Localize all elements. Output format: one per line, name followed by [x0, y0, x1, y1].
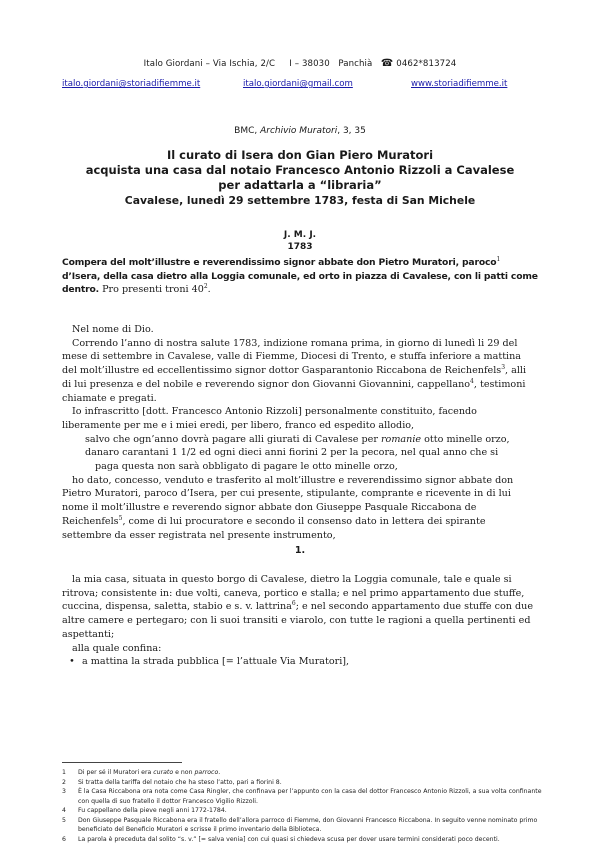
year-line: 1783 — [287, 242, 313, 252]
condition-line-3: paga questa non sarà obbligato di pagare le otto minelle orzo, — [95, 461, 398, 473]
footnote-ref-2[interactable]: 2 — [203, 283, 208, 291]
dating-text-3: , testimoni chiamate e pregati. — [62, 378, 526, 404]
source-prefix: BMC, — [234, 126, 261, 136]
transfer-text-1: ho dato, concesso, venduto e trasferito al molt’illustre e reverendissimo signor abbate don Pietro Muratori, paroco d’Isera, per cui presente, stipulante, comprante e ricevente in di lui nome il molt’illustre e reverendo signor abbate don Giuseppe Pasquale Riccabona de Reichenfels — [62, 474, 514, 527]
footnote-1 — [62, 768, 542, 778]
title-line-2: acquista una casa dal notaio Francesco Antonio Rizzoli a Cavalese — [85, 163, 515, 177]
footnote-ref-6[interactable]: 6 — [291, 600, 296, 608]
notary-paragraph: Io infrascritto [dott. Francesco Antonio Rizzoli] personalmente constituito, facendo liberamente per me e i miei eredi, per libero, franco ed espedito allodio, — [62, 406, 477, 431]
footnote-2 — [62, 778, 542, 788]
compera-text-2: d’Isera, della casa dietro alla Loggia comunale, ed orto in piazza di Cavalese, con li patti come dentro. — [62, 270, 538, 296]
boundary-item-1 — [62, 655, 538, 669]
house-text-1: la mia casa, situata in questo borgo di Cavalese, dietro la Loggia comunale, tale e quale si ritrova; consistente in: due volti, caneva, portico e stalla; e nel primo appartamento due stuffe, cuccina, dispensa, saletta, stabio e s. v. lattrina — [62, 574, 525, 613]
footnote-text: Don Giuseppe Pasquale Riccabona era il fratello dell’allora parroco di Fiemme, don Giovanni Francesco Riccabona. In seguito venne nominato primo beneficiato del Beneficio Muratori e scrisse il primo inventario della Biblioteca. — [78, 816, 538, 833]
email-link-1[interactable]: italo.giordani@storiadifiemme.it — [62, 79, 201, 89]
document-title — [0, 148, 600, 208]
condition-text-2: otto minelle orzo, — [421, 433, 510, 445]
footnote-text — [78, 768, 542, 778]
invocation: Nel nome di Dio. — [72, 324, 154, 335]
email-link-2[interactable]: italo.giordani@gmail.com — [243, 79, 353, 89]
footnote-number: 6 — [62, 835, 66, 843]
boundary-item-text: a mattina la strada pubblica [= l’attuale Via Muratori], — [82, 656, 350, 668]
transfer-paragraph — [62, 474, 538, 543]
footnote-number: 1 — [62, 769, 66, 776]
jmj-line: J. M. J. — [283, 230, 317, 240]
compera-price: Pro presenti troni 40 — [99, 284, 204, 296]
source-archive: Archivio Muratori — [260, 126, 338, 136]
footnote-text-part: . — [218, 769, 221, 776]
boundary-intro: alla quale confina: — [72, 642, 162, 654]
condition-line-1 — [62, 433, 538, 447]
footnote-text: Si tratta della tariffa del notaio che ha steso l’atto, pari a fiorini 8. — [78, 778, 282, 786]
author-phone: 0462*813724 — [396, 59, 457, 69]
telephone-icon: ☎ — [380, 58, 394, 69]
section-1-heading: 1. — [294, 545, 306, 556]
compera-end: . — [207, 284, 211, 296]
footnote-5 — [62, 816, 542, 835]
house-paragraph — [62, 573, 538, 642]
footnote-text: Fu cappellano della pieve negli anni 1772-1784. — [78, 807, 227, 814]
footnote-ref-3[interactable]: 3 — [501, 363, 506, 371]
deed-body — [62, 323, 538, 542]
bullet-icon: • — [69, 656, 75, 668]
transfer-text-2: , come di lui procuratore e secondo il consenso dato in lettera dei spirante settembre da esser registrata nel presente instrumento, — [62, 515, 486, 541]
condition-text-1: salvo che ogn’anno dovrà pagare alli giurati di Cavalese per — [85, 433, 381, 445]
source-ref: , 3, 35 — [337, 126, 366, 136]
compera-text-1: Compera del molt’illustre e reverendissimo signor abbate don Pietro Muratori, paroco — [62, 257, 497, 268]
footnote-text: È la Casa Riccabona ora nota come Casa Ringler, che confinava per l’appunto con la casa del dottor Francesco Antonio Rizzoli, a sua volta confinante con quella di suo fratello il dottor Francesco Vigilio Rizzoli. — [78, 788, 542, 805]
footnote-number: 5 — [62, 816, 66, 824]
footnote-6 — [62, 835, 542, 845]
condition-italic: romanie — [380, 433, 422, 445]
footnote-italic: parroco — [194, 769, 219, 776]
title-line-4: Cavalese, lunedì 29 settembre 1783, festa di San Michele — [124, 194, 476, 207]
footnote-text-part: e non — [173, 769, 195, 776]
dating-text-1: Correndo l’anno di nostra salute 1783, indizione romana prima, in giorno di lunedì li 29 del mese di settembre in Cavalese, valle di Fiemme, Diocesi di Trento, e stuffa inferiore a mattina del molt’illustre ed eccellentissimo signor dottor Gasparantonio Riccabona de Reichenfels — [62, 337, 522, 377]
source-reference — [0, 126, 600, 136]
dating-text-2: , alli di lui presenza e del nobile e reverendo signor don Giovanni Giovannini, cappellano — [62, 365, 527, 390]
footnote-separator — [62, 762, 182, 763]
footnote-4 — [62, 806, 542, 816]
footnote-3 — [62, 787, 542, 806]
footnote-ref-4[interactable]: 4 — [470, 377, 474, 385]
footnote-number: 4 — [62, 807, 66, 814]
title-line-3: per adattarla a “libraria” — [218, 178, 382, 192]
footnote-ref-5[interactable]: 5 — [118, 514, 123, 522]
author-header — [0, 58, 600, 69]
compera-paragraph — [62, 256, 538, 297]
footnote-text-part: Di per sé il Muratori era — [78, 769, 154, 776]
jmj-heading — [0, 229, 600, 253]
title-line-1: Il curato di Isera don Gian Piero Muratori — [166, 148, 434, 162]
condition-line-2: danaro carantani 1 1/2 ed ogni dieci anni fiorini 2 per la pecora, nel qual anno che si — [85, 447, 499, 459]
house-text-2: ; e nel secondo appartamento due stuffe con due altre camere e pertegaro; con li suoi transiti e viarolo, con tutte le ragioni a quella pertinenti ed aspettanti; — [62, 601, 534, 640]
footnotes — [62, 768, 542, 844]
website-link[interactable]: www.storiadifiemme.it — [411, 79, 508, 89]
footnote-number: 3 — [62, 788, 66, 795]
author-address: Italo Giordani – Via Ischia, 2/C I – 38030 Panchià — [143, 59, 373, 69]
footnote-number: 2 — [62, 778, 66, 786]
footnote-text: La parola è preceduta dal solito “s. v.” [= salva venia] con cui quasi si chiedeva scusa per dover usare termini considerati poco decenti. — [78, 835, 500, 843]
footnote-ref-1[interactable]: 1 — [496, 255, 501, 263]
section-1-body — [62, 573, 538, 669]
dating-paragraph — [62, 337, 538, 406]
footnote-italic: curato — [153, 769, 174, 776]
